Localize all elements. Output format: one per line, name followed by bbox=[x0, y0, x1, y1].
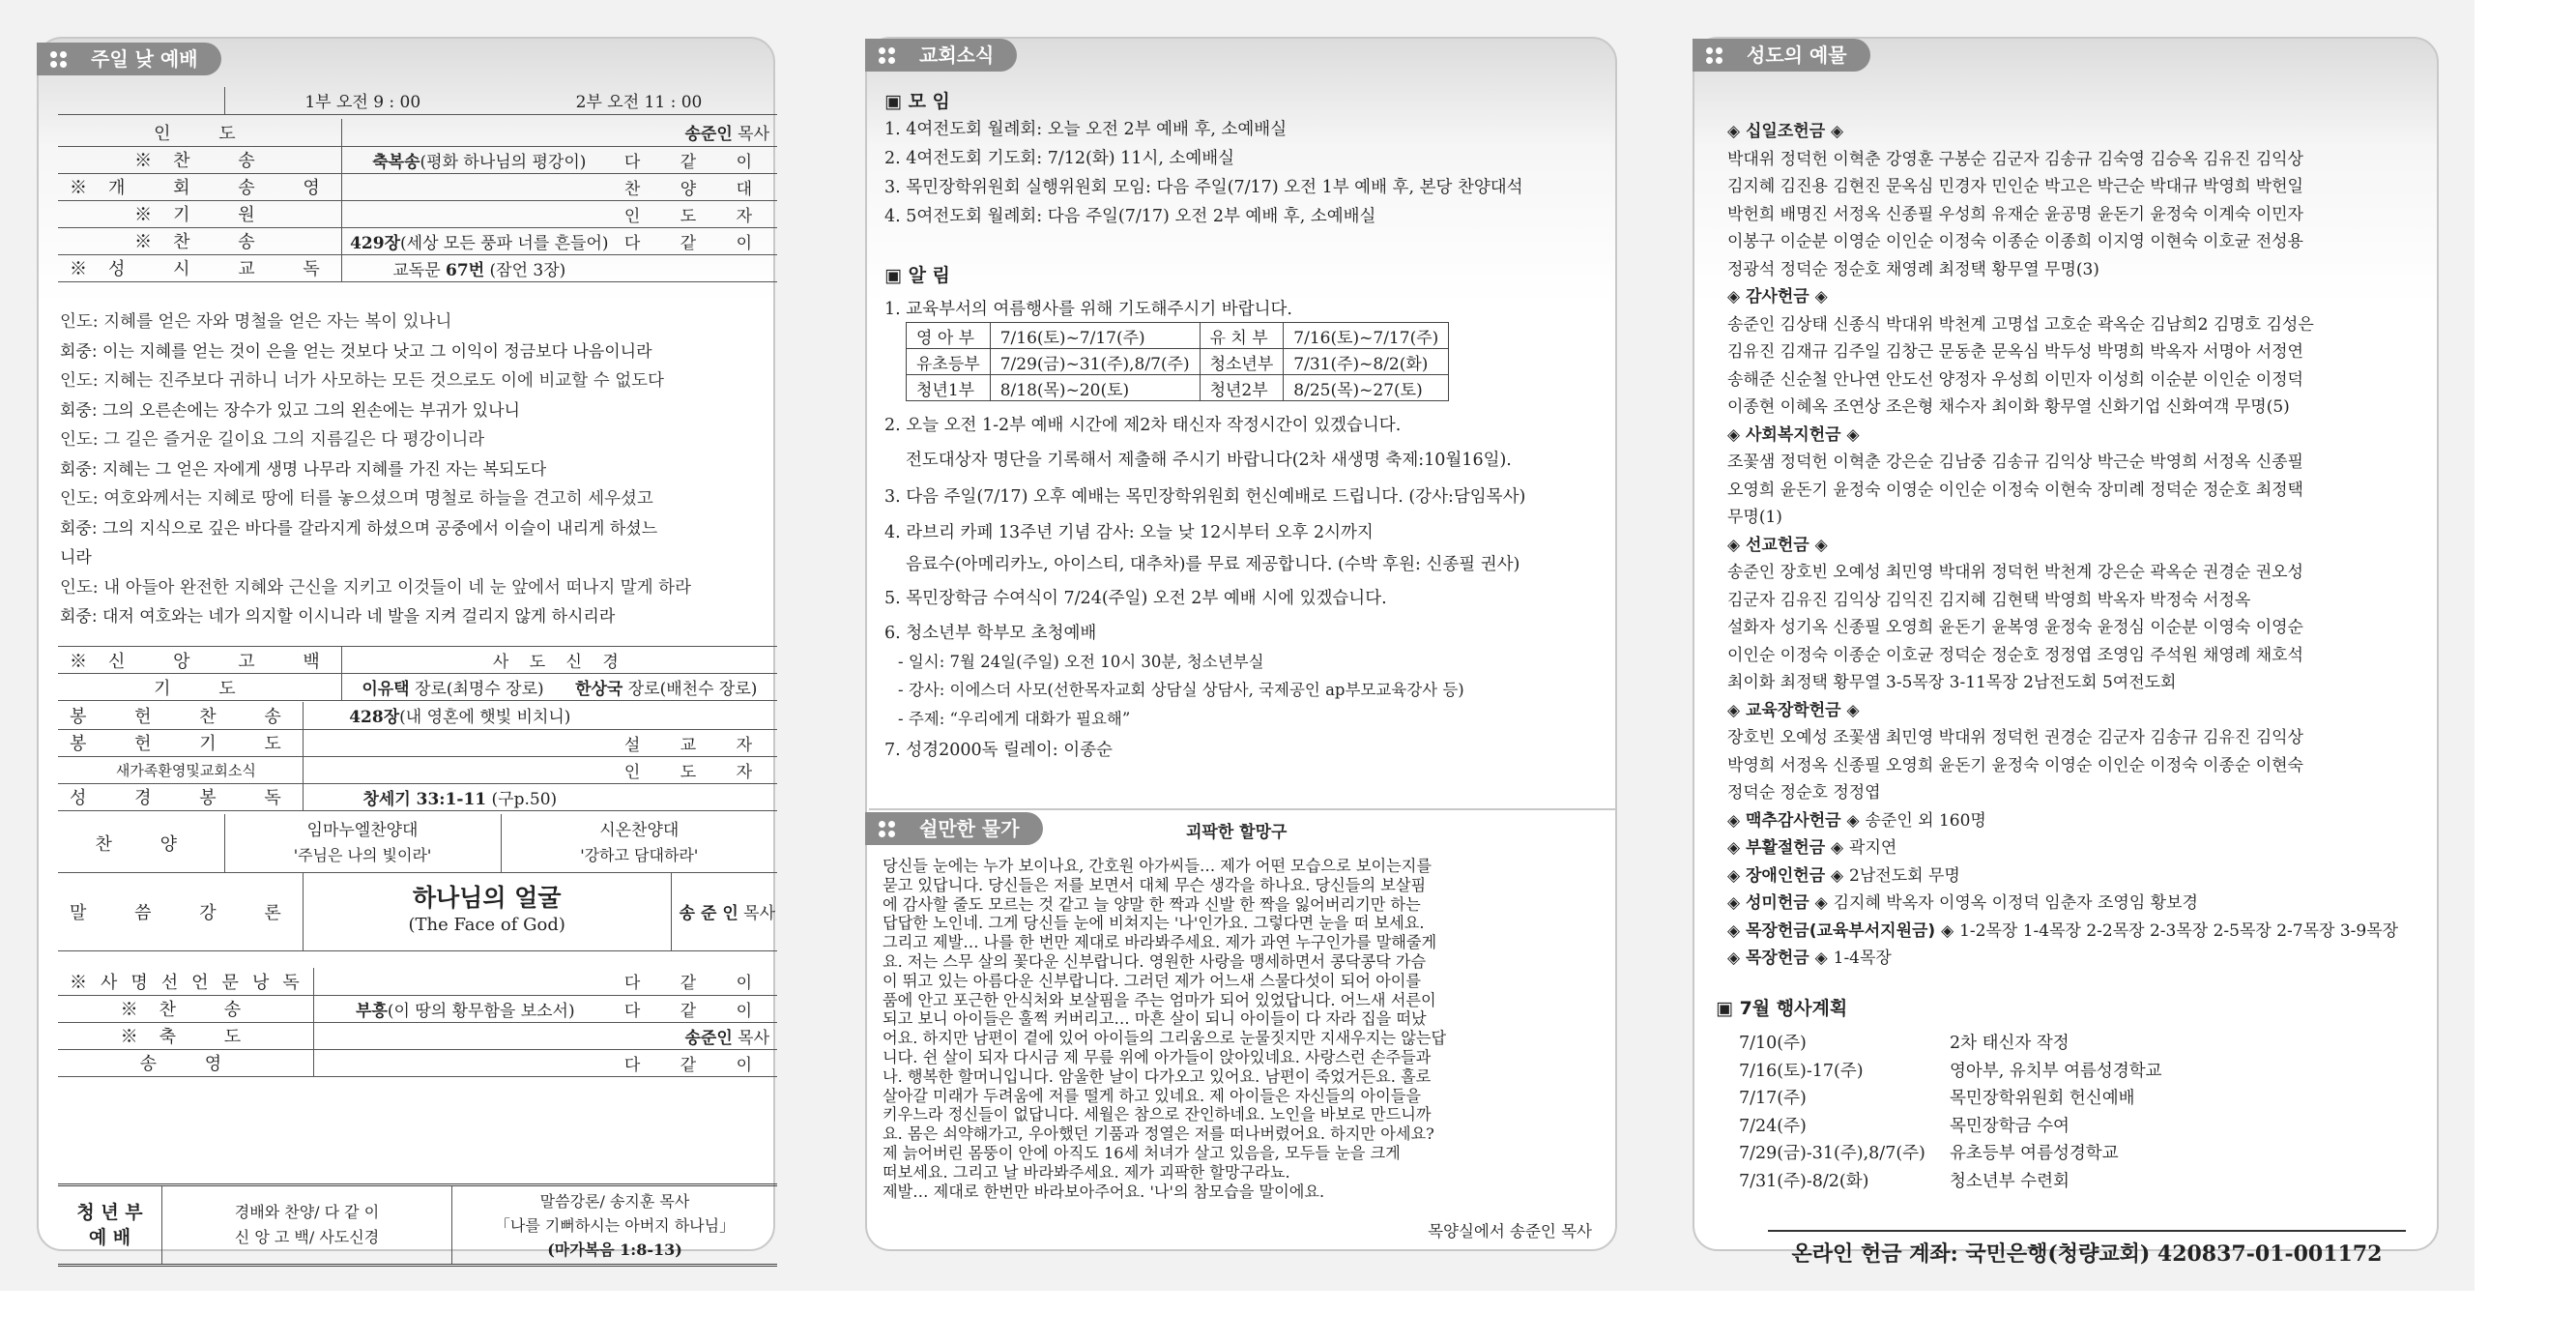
july-schedule-heading: ▣ 7월 행사계획 bbox=[1716, 998, 1848, 1019]
service-row-value: 428장(내 영혼에 햇빛 비치니) bbox=[303, 702, 617, 729]
service-row-leader: 다 같 이 bbox=[617, 1049, 777, 1076]
meetings-heading: ▣ 모 임 bbox=[884, 91, 950, 112]
essay-line: 어요. 하지만 남편이 곁에 있어 아이들의 그리움으로 눈물짓지만 지새우지는 않는답 bbox=[883, 1029, 1447, 1048]
donor-names: 박대위 정덕헌 이혁춘 강영훈 구봉순 김군자 김송규 김숙영 김승옥 김유진 김익상 bbox=[1727, 149, 2303, 169]
diamond-icon: ◈ bbox=[1727, 287, 1746, 307]
responsive-reading bbox=[60, 307, 775, 632]
schedule-cell: 청년1부 bbox=[907, 375, 991, 401]
service-row-label: ※성 시 교 독 bbox=[58, 254, 341, 281]
donor-names: 김지혜 김진용 김현진 문옥심 민경자 민인순 박고은 박근순 박대규 박영희 박헌일 bbox=[1727, 177, 2303, 196]
service-row bbox=[58, 995, 777, 1022]
service-row-leader: 다 같 이 bbox=[617, 968, 777, 995]
order-of-service-2 bbox=[58, 702, 777, 811]
service-row-value bbox=[341, 119, 617, 146]
donor-names: 김군자 김유진 김익상 김익진 김지혜 김현택 박영희 박옥자 박정숙 서정옥 bbox=[1727, 590, 2251, 610]
service-row bbox=[58, 146, 777, 173]
anthem-choir-2: 시온찬양대 '강하고 담대하라' bbox=[501, 814, 777, 872]
creed-value: 사 도 신 경 bbox=[341, 647, 777, 674]
diamond-icon: ◈ bbox=[1809, 893, 1834, 913]
offering-category: ◈ 사회복지헌금 ◈ bbox=[1727, 424, 1860, 445]
diamond-icon: ◈ bbox=[1840, 700, 1860, 720]
schedule-row bbox=[907, 323, 1449, 349]
schedule-cell: 영 아 부 bbox=[907, 323, 991, 349]
prayer-value: 이유택 장로(최명수 장로) 한상국 장로(배천수 장로) bbox=[341, 674, 777, 701]
event-row bbox=[1739, 1030, 2162, 1058]
congregation-line: 회중: 대저 여호와는 네가 의지할 이시니라 네 발을 지켜 걸리지 않게 하시리라 bbox=[60, 607, 616, 627]
announcement-line: 전도대상자 명단을 기록해서 제출해 주시기 바랍니다(2차 새생명 축제:10월16일). bbox=[906, 451, 1512, 470]
meeting-item: 3. 목민장학위원회 실행위원회 모임: 다음 주일(7/17) 오전 1부 예배 후, 본당 찬양대석 bbox=[884, 178, 1523, 197]
donor-names: 조꽃샘 정덕헌 이혁춘 강은순 김남중 김송규 김익상 박근순 박영희 서정옥 신종필 bbox=[1727, 453, 2303, 472]
schedule-cell: 7/16(토)~7/17(주) bbox=[990, 323, 1200, 349]
youth-worship bbox=[58, 1183, 777, 1267]
donor-names: 박헌희 배명진 서정옥 신종필 우성희 유재순 윤공명 윤돈기 윤정숙 이계숙 이민자 bbox=[1727, 204, 2303, 224]
donor-names: 송준인 장호빈 오예성 최민영 박대위 정덕헌 박천계 강은순 곽옥순 권경순 권오성 bbox=[1727, 563, 2303, 582]
donor-names: 박영희 서정옥 신종필 오영희 윤돈기 윤정숙 이영순 이인순 이정숙 이종순 이현숙 bbox=[1727, 755, 2303, 775]
diamond-icon: ◈ bbox=[1809, 535, 1828, 555]
service-row bbox=[58, 702, 777, 729]
service-row-leader: 다 같 이 bbox=[617, 227, 777, 254]
online-offering-account: 온라인 헌금 계좌: 국민은행(청량교회) 420837-01-001172 bbox=[1768, 1230, 2406, 1268]
order-of-service-1 bbox=[58, 119, 777, 282]
meeting-item: 2. 4여전도회 기도회: 7/12(화) 11시, 소예배실 bbox=[884, 149, 1235, 168]
event-date: 7/31(주)-8/2(화) bbox=[1739, 1171, 1869, 1191]
service-row-value bbox=[341, 200, 617, 227]
essay-line: 떠보세요. 그리고 날 바라봐주세요. 제가 괴팍한 할망구라뇨. bbox=[883, 1162, 1290, 1182]
event-date: 7/16(토)-17(주) bbox=[1739, 1061, 1864, 1081]
service-row bbox=[58, 729, 777, 756]
leader-line: 인도: 지혜를 얻은 자와 명철을 얻은 자는 복이 있나니 bbox=[60, 312, 452, 332]
event-date: 7/17(주) bbox=[1739, 1089, 1807, 1108]
event-date: 7/10(주) bbox=[1739, 1034, 1807, 1053]
schedule-cell: 8/25(목)~27(토) bbox=[1284, 375, 1449, 401]
service-row-value bbox=[313, 1022, 617, 1049]
sermon-row bbox=[58, 873, 777, 951]
service-row-value: 축복송(평화 하나님의 평강이) bbox=[341, 146, 617, 173]
service-row-label: 인 도 bbox=[58, 119, 341, 146]
diamond-icon: ◈ bbox=[1825, 865, 1850, 886]
schedule-row bbox=[907, 349, 1449, 375]
essay-line: 되고 보니 아이들은 훌쩍 커버리고… 마흔 살이 되니 아이들이 다 자라 집을 떠났 bbox=[883, 1009, 1427, 1029]
service-row-value bbox=[313, 1049, 617, 1076]
donor-names: 설화자 성기옥 신종필 오영희 윤돈기 윤복영 윤정숙 윤정심 이순분 이영숙 이영순 bbox=[1727, 618, 2303, 637]
meeting-item: 1. 4여전도회 월례회: 오늘 오전 2부 예배 후, 소예배실 bbox=[884, 120, 1288, 139]
essay-body bbox=[883, 857, 1607, 1201]
service-row-leader: 다 같 이 bbox=[617, 146, 777, 173]
event-row bbox=[1739, 1113, 2162, 1141]
dots-icon bbox=[1706, 47, 1723, 65]
announcement-line: 3. 다음 주일(7/17) 오후 예배는 목민장학위원회 헌신예배로 드립니다. (강사:담임목사) bbox=[884, 487, 1526, 507]
diamond-icon: ◈ bbox=[1727, 949, 1746, 968]
diamond-icon: ◈ bbox=[1727, 122, 1746, 141]
diamond-icon: ◈ bbox=[1727, 838, 1746, 858]
diamond-icon: ◈ bbox=[1727, 893, 1746, 913]
essay-line: 그리고 제발… 나를 한 번만 제대로 바라봐주세요. 제가 과연 누구인가를 말해줄게 bbox=[883, 933, 1437, 952]
diamond-icon: ◈ bbox=[1825, 122, 1844, 141]
announcement-line: 7. 성경2000독 릴레이: 이종순 bbox=[884, 741, 1113, 760]
schedule-cell: 7/16(토)~7/17(주) bbox=[1284, 323, 1449, 349]
service-row-value: 429장(세상 모든 풍파 너를 흔들어) bbox=[341, 227, 617, 254]
event-name: 2차 태신자 작정 bbox=[1950, 1034, 2069, 1053]
diamond-icon: ◈ bbox=[1727, 535, 1746, 555]
anthem-choir-1: 임마누엘찬양대 '주님은 나의 빛이라' bbox=[224, 814, 501, 872]
service-row-leader bbox=[617, 254, 777, 281]
service-row-value: 창세기 33:1-11 (구p.50) bbox=[303, 783, 617, 810]
service-row-value bbox=[303, 729, 617, 756]
announcement-line: 6. 청소년부 학부모 초청예배 bbox=[884, 624, 1097, 643]
service-row-label: 봉 헌 기 도 bbox=[58, 729, 303, 756]
schedule-cell: 청소년부 bbox=[1200, 349, 1284, 375]
sermon-preacher: 송 준 인 목사 bbox=[671, 873, 777, 950]
essay-line: 니다. 쉰 살이 되자 다시금 제 무릎 위에 아가들이 앉아있네요. 사랑스런 손주들과 bbox=[883, 1047, 1432, 1066]
congregation-line: 회중: 이는 지혜를 얻는 것이 은을 얻는 것보다 낫고 그 이익이 정금보다 나음이니라 bbox=[60, 341, 652, 362]
event-name: 유초등부 여름성경학교 bbox=[1950, 1144, 2119, 1163]
service-row bbox=[58, 968, 777, 995]
leader-line: 인도: 그 길은 즐거운 길이요 그의 지름길은 다 평강이니라 bbox=[60, 430, 485, 450]
event-name: 목민장학금 수여 bbox=[1950, 1116, 2069, 1136]
essay-line: 제 늙어버린 몸뚱이 안에 아직도 16세 처녀가 살고 있음을, 모두들 눈을 크게 bbox=[883, 1143, 1401, 1162]
essay-line: 이 뛰고 있는 아름다운 신부랍니다. 그러던 제가 어느새 스물다섯이 되어 아이를 bbox=[883, 971, 1421, 990]
creed-label: ※신 앙 고 백 bbox=[58, 647, 341, 674]
diamond-icon: ◈ bbox=[1727, 920, 1746, 941]
creed-prayer bbox=[58, 646, 777, 701]
announcement-line: 음료수(아메리카노, 아이스티, 대추차)를 무료 제공합니다. (수박 후원: 신종필 권사) bbox=[906, 555, 1520, 574]
offering-category: ◈ 감사헌금 ◈ bbox=[1727, 287, 1828, 307]
congregation-line: 회중: 그의 지식으로 깊은 바다를 갈라지게 하셨으며 공중에서 이슬이 내리게 하셨느 bbox=[60, 518, 658, 539]
service-times bbox=[58, 87, 777, 115]
service-row-label: ※사명선언문낭독 bbox=[58, 968, 313, 995]
second-service-time: 2부 오전 11 : 00 bbox=[501, 87, 777, 114]
offering-category: ◈ 부활절헌금 ◈ 곽지연 bbox=[1727, 838, 1897, 858]
essay-line: 나. 행복한 할머니입니다. 암울한 날이 다가오고 있어요. 남편이 죽었거든요. 홀로 bbox=[883, 1066, 1432, 1086]
news-panel bbox=[865, 37, 1617, 1251]
event-row bbox=[1739, 1140, 2162, 1168]
worship-header-text: 주일 낮 예배 bbox=[91, 47, 198, 71]
donor-names: 정덕순 정순호 정정엽 bbox=[1727, 783, 1881, 803]
service-row-leader: 설 교 자 bbox=[617, 729, 777, 756]
leader-line: 인도: 지혜는 진주보다 귀하니 너가 사모하는 모든 것으로도 이에 비교할 수 없도다 bbox=[60, 371, 664, 391]
donor-names: 이종현 이혜옥 조연상 조은형 채수자 최이화 황무열 신화기업 신화여객 무명(5) bbox=[1727, 397, 2290, 417]
dots-icon bbox=[50, 51, 68, 69]
donor-names: 장호빈 오예성 조꽃샘 최민영 박대위 정덕헌 권경순 김군자 김송규 김유진 김익상 bbox=[1727, 728, 2303, 747]
announcements-heading: ▣ 알 림 bbox=[884, 265, 950, 286]
essay-line: 묻고 있답니다. 당신들은 저를 보면서 대체 무슨 생각을 하나요. 당신들의 보살핌 bbox=[883, 875, 1427, 894]
donor-names: 이인순 이정숙 이종순 이호균 정덕순 정순호 정정엽 조영임 주석원 채영례 채호석 bbox=[1727, 645, 2303, 665]
essay-line: 요. 몸은 쇠약해가고, 우아했던 기품과 정열은 저를 떠나버렸어요. 하지만 아세요? bbox=[883, 1124, 1434, 1144]
donor-names: 송준인 김상태 신종식 박대위 박천계 고명섭 고호순 곽옥순 김남희2 김명호 김성은 bbox=[1727, 314, 2314, 335]
diamond-icon: ◈ bbox=[1825, 838, 1850, 858]
service-row bbox=[58, 200, 777, 227]
service-row-leader: 인 도 자 bbox=[617, 200, 777, 227]
event-row bbox=[1739, 1085, 2162, 1113]
july-schedule bbox=[1739, 1030, 2162, 1195]
service-row-label: 성 경 봉 독 bbox=[58, 783, 303, 810]
essay-line: 제발… 제대로 한번만 바라보아주어요. '나'의 참모습을 말이에요. bbox=[883, 1182, 1325, 1201]
leader-line: 인도: 내 아들아 완전한 지혜와 근신을 지키고 이것들이 네 눈 앞에서 떠나지 말게 하라 bbox=[60, 577, 691, 598]
event-name: 목민장학위원회 헌신예배 bbox=[1950, 1089, 2135, 1108]
service-row bbox=[58, 756, 777, 783]
announcement-line: 2. 오늘 오전 1-2부 예배 시간에 제2차 태신자 작정시간이 있겠습니다. bbox=[884, 416, 1402, 435]
announcement-line: 5. 목민장학금 수여식이 7/24(주일) 오전 2부 예배 시에 있겠습니다. bbox=[884, 589, 1387, 608]
diamond-icon: ◈ bbox=[1727, 865, 1746, 886]
youth-sermon: 말씀강론/ 송지훈 목사 「나를 기뻐하시는 아버지 하나님」 (마가복음 1:8-13) bbox=[494, 1192, 736, 1259]
offering-category: ◈ 교육장학헌금 ◈ bbox=[1727, 700, 1860, 720]
donor-names: 송해준 신순철 안나연 안도선 양정자 우성희 이민자 이성희 이순분 이인순 이정덕 bbox=[1727, 369, 2303, 390]
offering-category: ◈ 성미헌금 ◈ 김지혜 박옥자 이영옥 이정덕 임춘자 조영임 황보경 bbox=[1727, 893, 2198, 913]
dots-icon bbox=[879, 47, 896, 65]
service-row-label: ※개 회 송 영 bbox=[58, 173, 341, 200]
congregation-line: 회중: 지혜는 그 얻은 자에게 생명 나무라 지혜를 가진 자는 복되도다 bbox=[60, 459, 547, 480]
service-row bbox=[58, 119, 777, 146]
sermon-label: 말 씀 강 론 bbox=[58, 873, 303, 950]
donor-names: 무명(1) bbox=[1727, 508, 1782, 527]
donor-names: 최이화 최정택 황무열 3-5목장 3-11목장 2남전도회 5여전도회 bbox=[1727, 673, 2177, 692]
offerings-panel bbox=[1693, 37, 2439, 1267]
sermon-title: 하나님의 얼굴 (The Face of God) bbox=[303, 873, 671, 950]
diamond-icon: ◈ bbox=[1935, 920, 1960, 941]
meeting-item: 4. 5여전도회 월례회: 다음 주일(7/17) 오전 2부 예배 후, 소예배실 bbox=[884, 207, 1376, 226]
donor-names: 오영희 윤돈기 윤정숙 이영순 이인순 이정숙 이현숙 장미례 정덕순 정순호 최정택 bbox=[1727, 480, 2303, 500]
essay-line: 요. 저는 스무 살의 꽃다운 신부랍니다. 영원한 사랑을 맹세하면서 콩닥콩닥 가슴 bbox=[883, 951, 1427, 971]
service-row bbox=[58, 227, 777, 254]
diamond-icon: ◈ bbox=[1727, 810, 1746, 831]
service-row-label: ※찬 송 bbox=[58, 995, 313, 1022]
event-name: 청소년부 수련회 bbox=[1950, 1171, 2069, 1191]
schedule-cell: 8/18(목)~20(토) bbox=[990, 375, 1200, 401]
schedule-cell: 유초등부 bbox=[907, 349, 991, 375]
anthem-row bbox=[58, 814, 777, 873]
event-row bbox=[1739, 1058, 2162, 1086]
essay-line: 키우느라 정신들이 없답니다. 세월은 참으로 잔인하네요. 노인을 바보로 만드니까 bbox=[883, 1105, 1432, 1124]
worship-panel bbox=[37, 37, 775, 1259]
service-row-label: 새가족환영및교회소식 bbox=[58, 756, 303, 783]
youth-order: 경배와 찬양/ 다 같 이 신 앙 고 백/ 사도신경 bbox=[162, 1186, 452, 1264]
service-row-value bbox=[313, 968, 617, 995]
service-row-value bbox=[303, 756, 617, 783]
donor-names: 정광석 정덕순 정순호 채영례 최정택 황무열 무명(3) bbox=[1727, 259, 2099, 279]
offerings-header-text: 성도의 예물 bbox=[1747, 44, 1847, 67]
announcement-line: - 일시: 7월 24일(주일) 오전 10시 30분, 청소년부실 bbox=[898, 653, 1264, 671]
schedule-row bbox=[907, 375, 1449, 401]
offerings-header bbox=[1693, 39, 1870, 72]
announcement-1: 1. 교육부서의 여름행사를 위해 기도해주시기 바랍니다. bbox=[884, 300, 1292, 319]
essay-line: 당신들 눈에는 누가 보이나요, 간호원 아가씨들… 제가 어떤 모습으로 보이는지를 bbox=[883, 857, 1433, 875]
event-row bbox=[1739, 1168, 2162, 1196]
essay-signature: 목양실에서 송준인 목사 bbox=[1428, 1222, 1592, 1241]
service-row-leader bbox=[617, 702, 777, 729]
event-date: 7/29(금)-31(주),8/7(주) bbox=[1739, 1144, 1925, 1163]
service-row bbox=[58, 1022, 777, 1049]
schedule-cell: 청년2부 bbox=[1200, 375, 1284, 401]
order-of-service-3 bbox=[58, 968, 777, 1077]
service-row-value bbox=[341, 173, 617, 200]
schedule-cell: 7/31(주)~8/2(화) bbox=[1284, 349, 1449, 375]
service-row-value: 부흥(이 땅의 황무함을 보소서) bbox=[313, 995, 617, 1022]
offering-category: ◈ 목장헌금 ◈ 1-4목장 bbox=[1727, 949, 1892, 968]
donor-names: 이봉구 이순분 이영순 이인순 이정숙 이종순 이종희 이지영 이현숙 이호균 전성용 bbox=[1727, 232, 2303, 251]
service-row-label: ※찬 송 bbox=[58, 146, 341, 173]
essay-title: 괴팍한 할망구 bbox=[1186, 823, 1288, 842]
congregation-line: 회중: 그의 오른손에는 장수가 있고 그의 왼손에는 부귀가 있나니 bbox=[60, 400, 520, 421]
leader-line: 인도: 여호와께서는 지혜로 땅에 터를 놓으셨으며 명철로 하늘을 견고히 세우셨고 bbox=[60, 489, 653, 509]
diamond-icon: ◈ bbox=[1809, 287, 1828, 307]
first-service-time: 1부 오전 9 : 00 bbox=[224, 87, 501, 114]
announcement-line: - 강사: 이에스더 사모(선한목자교회 상담실 상담사, 국제공인 ap부모교육강사 등) bbox=[898, 681, 1464, 699]
news-header bbox=[865, 39, 1017, 72]
anthem-label: 찬 양 bbox=[58, 814, 224, 872]
service-row-leader: 찬 양 대 bbox=[617, 173, 777, 200]
service-row-leader: 송준인 목사 bbox=[617, 1022, 777, 1049]
service-row-label: ※찬 송 bbox=[58, 227, 341, 254]
diamond-icon: ◈ bbox=[1727, 424, 1746, 445]
service-row-label: 봉 헌 찬 송 bbox=[58, 702, 303, 729]
youth-title: 청 년 부 예 배 bbox=[58, 1186, 162, 1264]
service-row-label: ※축 도 bbox=[58, 1022, 313, 1049]
offering-category: ◈ 십일조헌금 ◈ bbox=[1727, 122, 1844, 141]
worship-header bbox=[37, 43, 221, 75]
diamond-icon: ◈ bbox=[1840, 810, 1866, 831]
offering-category: ◈ 장애인헌금 ◈ 2남전도회 무명 bbox=[1727, 865, 1960, 886]
essay-line: 에 감사할 줄도 모르는 것 같고 늘 양말 한 짝과 신발 한 짝을 잃어버리기만 하는 bbox=[883, 894, 1421, 914]
service-row-leader: 다 같 이 bbox=[617, 995, 777, 1022]
diamond-icon: ◈ bbox=[1809, 949, 1834, 968]
essay-line: 품에 안고 포근한 안식처와 보살핌을 주는 엄마가 되어 있었답니다. 어느새 서른이 bbox=[883, 990, 1436, 1009]
offering-category: ◈ 목장헌금(교육부서지원금) ◈ 1-2목장 1-4목장 2-2목장 2-3목장 2-5목장 2-7목장 3-9목장 bbox=[1727, 920, 2399, 941]
announcement-line: 4. 라브리 카페 13주년 기념 감사: 오늘 낮 12시부터 오후 2시까지 bbox=[884, 523, 1374, 542]
service-row-leader bbox=[617, 783, 777, 810]
congregation-line: 니라 bbox=[60, 548, 92, 568]
diamond-icon: ◈ bbox=[1727, 700, 1746, 720]
schedule-cell: 7/29(금)~31(주),8/7(주) bbox=[990, 349, 1200, 375]
service-row bbox=[58, 173, 777, 200]
service-row bbox=[58, 783, 777, 810]
essay-line: 살아갈 미래가 두려움에 저를 떨게 하고 있네요. 제 아이들은 자신들의 아이들을 bbox=[883, 1086, 1421, 1105]
offering-category: ◈ 선교헌금 ◈ bbox=[1727, 535, 1828, 555]
summer-schedule-table bbox=[906, 322, 1449, 401]
prayer-label: 기 도 bbox=[58, 674, 341, 701]
news-header-text: 교회소식 bbox=[919, 44, 995, 67]
essay-line: 답답한 노인네. 그게 당신들 눈에 비쳐지는 '나'인가요. 그렇다면 눈을 떠 보세요. bbox=[883, 914, 1425, 933]
service-row-leader: 인 도 자 bbox=[617, 756, 777, 783]
event-date: 7/24(주) bbox=[1739, 1116, 1807, 1136]
service-row bbox=[58, 1049, 777, 1076]
service-row-label: ※기 원 bbox=[58, 200, 341, 227]
service-row-label: 송 영 bbox=[58, 1049, 313, 1076]
offering-category: ◈ 맥추감사헌금 ◈ 송준인 외 160명 bbox=[1727, 810, 1986, 831]
event-name: 영아부, 유치부 여름성경학교 bbox=[1950, 1061, 2162, 1081]
rest-header-text: 쉴만한 물가 bbox=[919, 817, 1020, 840]
donor-names: 김유진 김재규 김주일 김창근 문동춘 문옥심 박두성 박명희 박옥자 서명아 서정연 bbox=[1727, 342, 2303, 362]
announcement-line: - 주제: “우리에게 대화가 필요해” bbox=[898, 710, 1131, 728]
dots-icon bbox=[879, 821, 896, 838]
schedule-cell: 유 치 부 bbox=[1200, 323, 1284, 349]
diamond-icon: ◈ bbox=[1840, 424, 1860, 445]
service-row bbox=[58, 254, 777, 281]
rest-header bbox=[865, 812, 1043, 845]
service-row-value: 교독문 67번 (잠언 3장) bbox=[341, 254, 617, 281]
service-row-leader: 송준인 목사 bbox=[617, 119, 777, 146]
